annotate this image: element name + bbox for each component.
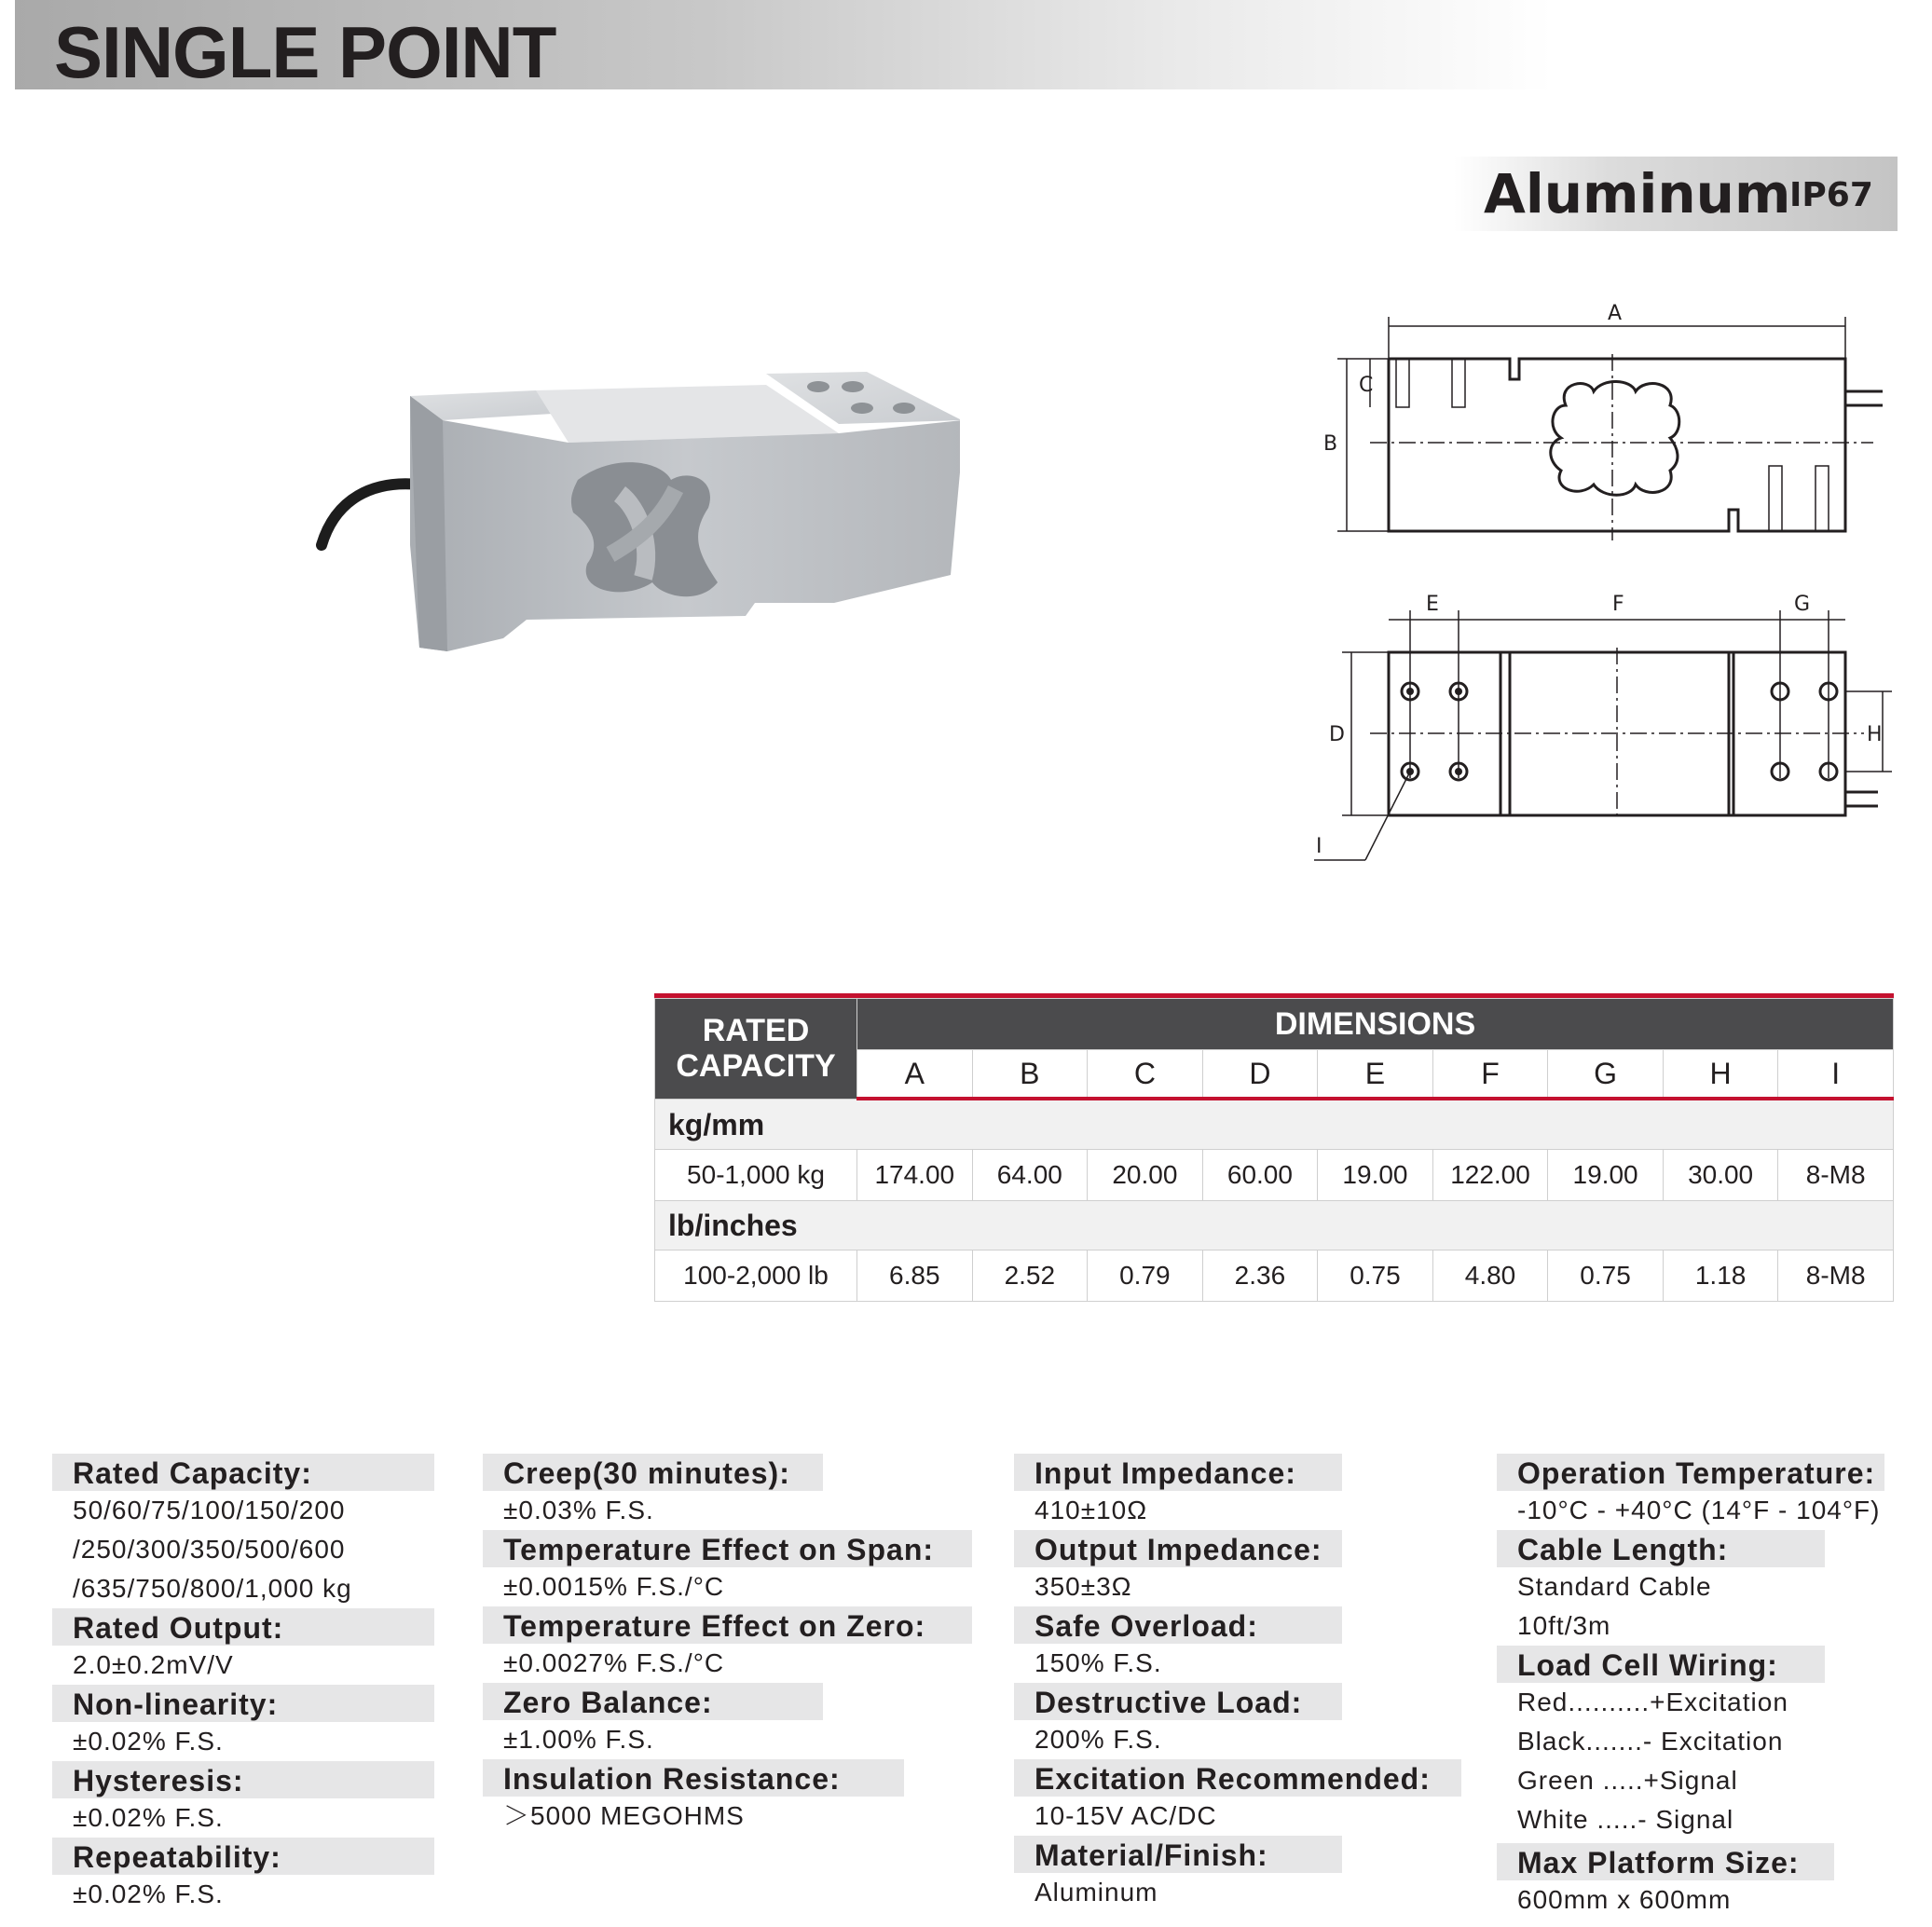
- dim-label-c: C: [1359, 374, 1374, 397]
- top-view-drawing: [1323, 303, 1911, 545]
- dim-label-f: F: [1612, 593, 1624, 616]
- table-cell: 8-M8: [1778, 1250, 1894, 1302]
- ip-rating-label: IP67: [1789, 176, 1873, 214]
- page-title: SINGLE POINT: [54, 11, 556, 93]
- spec-label: Creep(30 minutes):: [483, 1454, 823, 1491]
- spec-value: -10°C - +40°C (14°F - 104°F): [1517, 1496, 1881, 1524]
- column-header: H: [1663, 1050, 1778, 1100]
- spec-label: Temperature Effect on Span:: [483, 1530, 972, 1567]
- table-cell: 60.00: [1202, 1150, 1318, 1201]
- spec-label: Repeatability:: [52, 1838, 434, 1875]
- spec-label: Input Impedance:: [1014, 1454, 1342, 1491]
- table-cell: 174.00: [857, 1150, 973, 1201]
- table-cell: 19.00: [1548, 1150, 1664, 1201]
- spec-value: 200% F.S.: [1035, 1725, 1162, 1754]
- column-header: E: [1318, 1050, 1433, 1100]
- spec-value: /635/750/800/1,000 kg: [73, 1574, 352, 1603]
- load-cell-photo: [308, 359, 960, 676]
- dim-label-g: G: [1794, 593, 1811, 616]
- spec-value: ±0.02% F.S.: [73, 1879, 224, 1908]
- dim-label-e: E: [1426, 593, 1439, 616]
- spec-label: Max Platform Size:: [1497, 1843, 1834, 1880]
- spec-label: Hysteresis:: [52, 1761, 434, 1798]
- spec-label: Output Impedance:: [1014, 1530, 1342, 1567]
- spec-value: ＞5000 MEGOHMS: [503, 1801, 745, 1830]
- column-header: I: [1778, 1050, 1894, 1100]
- material-label: Aluminum: [1484, 162, 1791, 226]
- table-cell: 6.85: [857, 1250, 973, 1302]
- spec-value: Aluminum: [1035, 1878, 1158, 1906]
- spec-label: Rated Output:: [52, 1608, 434, 1646]
- spec-label: Excitation Recommended:: [1014, 1759, 1461, 1797]
- spec-value: ±1.00% F.S.: [503, 1725, 654, 1754]
- column-header: D: [1202, 1050, 1318, 1100]
- specs-column-2: [483, 1454, 972, 1836]
- rated-capacity-header: RATED CAPACITY: [655, 999, 857, 1100]
- column-header: B: [972, 1050, 1088, 1100]
- spec-value: ±0.0015% F.S./°C: [503, 1572, 725, 1601]
- table-cell: 122.00: [1432, 1150, 1548, 1201]
- spec-value: ±0.0027% F.S./°C: [503, 1648, 725, 1677]
- spec-value: 2.0±0.2mV/V: [73, 1650, 234, 1679]
- wiring-black: Black.......- Excitation: [1517, 1727, 1784, 1756]
- unit-label: lb/inches: [655, 1201, 1894, 1250]
- spec-value: 10ft/3m: [1517, 1611, 1611, 1640]
- dim-label-i: I: [1316, 835, 1322, 858]
- spec-label: Material/Finish:: [1014, 1836, 1342, 1873]
- spec-label: Operation Temperature:: [1497, 1454, 1884, 1491]
- spec-label: Temperature Effect on Zero:: [483, 1606, 972, 1644]
- dimensions-header: DIMENSIONS: [857, 999, 1894, 1050]
- spec-label: Safe Overload:: [1014, 1606, 1342, 1644]
- cable: [322, 484, 419, 545]
- spec-value: 410±10Ω: [1035, 1496, 1148, 1524]
- specs-column-1: [52, 1454, 434, 1914]
- specs-column-3: [1014, 1454, 1461, 1912]
- spec-value: ±0.03% F.S.: [503, 1496, 654, 1524]
- spec-label: Rated Capacity:: [52, 1454, 434, 1491]
- spec-label: Cable Length:: [1497, 1530, 1825, 1567]
- spec-label: Insulation Resistance:: [483, 1759, 904, 1797]
- column-header: F: [1432, 1050, 1548, 1100]
- table-row: [655, 1250, 1894, 1302]
- capacity-cell: 50-1,000 kg: [655, 1150, 857, 1201]
- dim-label-h: H: [1867, 723, 1883, 746]
- spec-value: 50/60/75/100/150/200: [73, 1496, 346, 1524]
- spec-value: ±0.02% F.S.: [73, 1803, 224, 1832]
- specs-column-4: [1497, 1454, 1884, 1920]
- table-cell: 30.00: [1663, 1150, 1778, 1201]
- table-cell: 0.75: [1318, 1250, 1433, 1302]
- table-cell: 1.18: [1663, 1250, 1778, 1302]
- table-row: [655, 1150, 1894, 1201]
- spec-label: Non-linearity:: [52, 1685, 434, 1722]
- wiring-green: Green .....+Signal: [1517, 1766, 1738, 1795]
- spec-value: Standard Cable: [1517, 1572, 1712, 1601]
- spec-label: Destructive Load:: [1014, 1683, 1342, 1720]
- table-cell: 2.52: [972, 1250, 1088, 1302]
- side-view-drawing: [1295, 582, 1911, 871]
- wiring-red: Red..........+Excitation: [1517, 1688, 1788, 1716]
- spec-label: Zero Balance:: [483, 1683, 823, 1720]
- table-cell: 2.36: [1202, 1250, 1318, 1302]
- column-header: A: [857, 1050, 973, 1100]
- spec-value: 600mm x 600mm: [1517, 1885, 1732, 1914]
- table-cell: 64.00: [972, 1150, 1088, 1201]
- column-header: C: [1088, 1050, 1203, 1100]
- spec-value: 150% F.S.: [1035, 1648, 1162, 1677]
- dim-label-d: D: [1329, 723, 1345, 746]
- table-cell: 19.00: [1318, 1150, 1433, 1201]
- column-header: G: [1548, 1050, 1664, 1100]
- dimensions-table: [654, 993, 1894, 1302]
- dim-label-a: A: [1608, 303, 1623, 325]
- dim-label-b: B: [1323, 432, 1338, 456]
- table-cell: 20.00: [1088, 1150, 1203, 1201]
- table-cell: 8-M8: [1778, 1150, 1894, 1201]
- spec-label: Load Cell Wiring:: [1497, 1646, 1825, 1683]
- table-cell: 0.75: [1548, 1250, 1664, 1302]
- wiring-white: White .....- Signal: [1517, 1805, 1734, 1834]
- spec-value: ±0.02% F.S.: [73, 1727, 224, 1756]
- spec-value: /250/300/350/500/600: [73, 1535, 346, 1564]
- spec-value: 350±3Ω: [1035, 1572, 1132, 1601]
- unit-label: kg/mm: [655, 1099, 1894, 1150]
- spec-value: 10-15V AC/DC: [1035, 1801, 1217, 1830]
- table-cell: 4.80: [1432, 1250, 1548, 1302]
- table-cell: 0.79: [1088, 1250, 1203, 1302]
- capacity-cell: 100-2,000 lb: [655, 1250, 857, 1302]
